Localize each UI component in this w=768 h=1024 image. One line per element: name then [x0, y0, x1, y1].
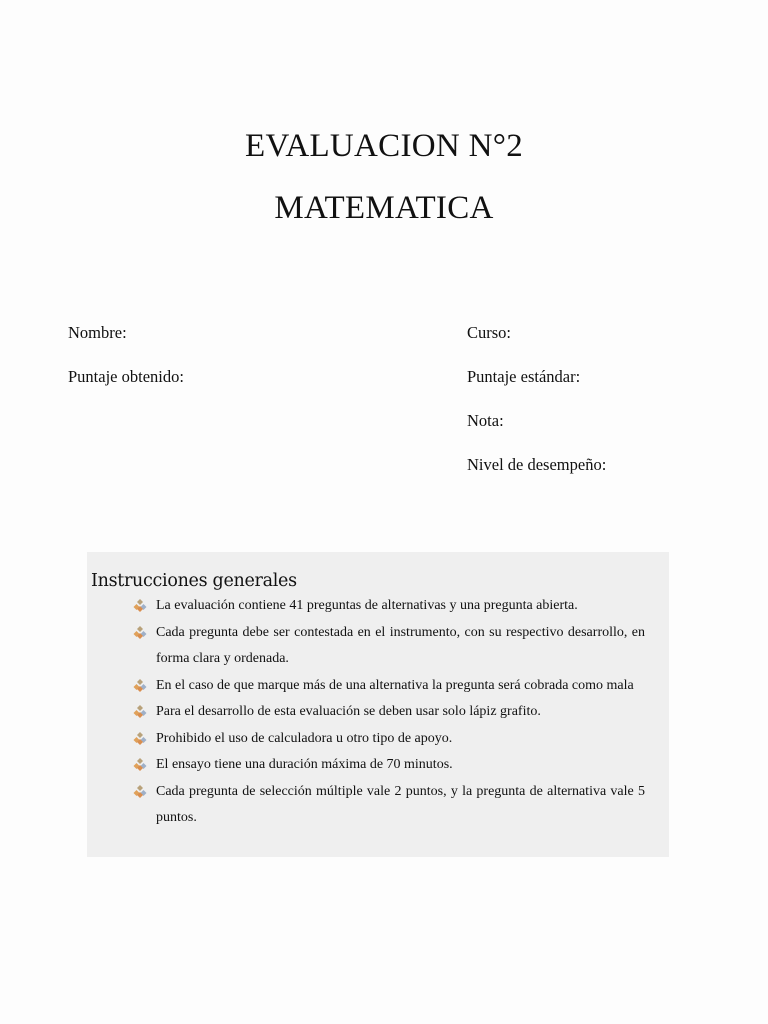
list-item	[133, 593, 645, 620]
field-puntaje-obtenido: Puntaje obtenido:	[68, 367, 184, 386]
instruction-text: Prohibido el uso de calculadora u otro tipo de apoyo.	[156, 730, 453, 746]
instruction-text: La evaluación contiene 41 preguntas de alternativas y una pregunta abierta.	[156, 598, 578, 613]
diamond-cluster-icon	[133, 626, 147, 639]
instructions-box	[87, 552, 669, 857]
diamond-cluster-icon	[133, 679, 147, 692]
diamond-cluster-icon	[133, 599, 147, 612]
page-subtitle: MATEMATICA	[274, 190, 494, 226]
list-item	[133, 699, 645, 726]
field-curso: Curso:	[467, 323, 512, 342]
field-nota: Nota:	[467, 411, 504, 430]
instruction-text: Cada pregunta debe ser contestada en el instrumento, con su respectivo desarrollo, en forma clara y ordenada.	[156, 624, 645, 666]
instructions-list	[156, 593, 668, 832]
field-nivel-desempeno: Nivel de desempeño:	[467, 455, 607, 474]
list-item	[133, 779, 645, 832]
diamond-cluster-icon	[133, 785, 147, 798]
instruction-text: El ensayo tiene una duración máxima de 70 minutos.	[156, 757, 453, 772]
field-puntaje-estandar: Puntaje estándar:	[467, 367, 581, 386]
instruction-text: Cada pregunta de selección múltiple vale 2 puntos, y la pregunta de alternativa vale 5 puntos.	[156, 783, 645, 825]
page-title: EVALUACION N°2	[244, 128, 524, 164]
list-item	[133, 752, 645, 779]
diamond-cluster-icon	[133, 705, 147, 718]
diamond-cluster-icon	[133, 758, 147, 771]
field-nombre: Nombre:	[68, 323, 127, 342]
diamond-cluster-icon	[133, 732, 147, 745]
instruction-text: En el caso de que marque más de una alternativa la pregunta será cobrada como mala	[156, 677, 634, 693]
list-item	[133, 620, 645, 673]
list-item	[133, 673, 645, 700]
instructions-heading: Instrucciones generales	[91, 571, 297, 591]
list-item	[133, 726, 645, 753]
instruction-text: Para el desarrollo de esta evaluación se deben usar solo lápiz grafito.	[156, 704, 541, 719]
